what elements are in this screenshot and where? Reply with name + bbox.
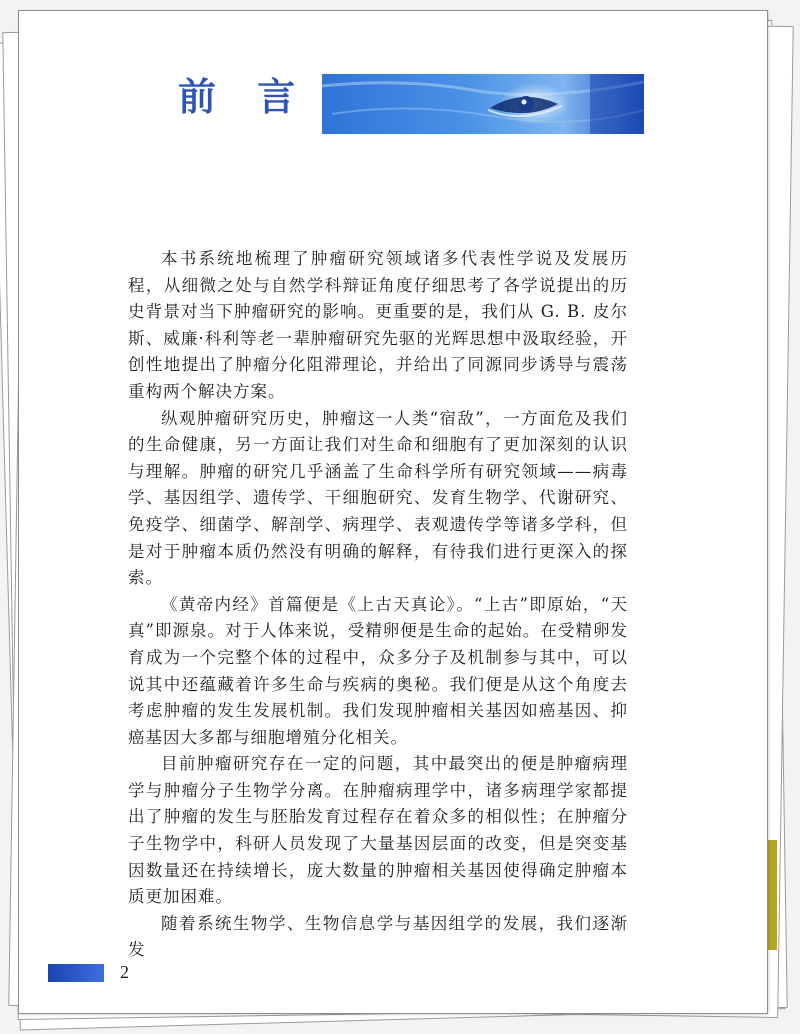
preface-body [128, 246, 628, 964]
paragraph-5: 随着系统生物学、生物信息学与基因组学的发展，我们逐渐发 [128, 913, 628, 960]
eye-photo-banner [322, 74, 644, 134]
footer-accent-bar [48, 964, 104, 982]
paragraph-2: 纵观肿瘤研究历史，肿瘤这一人类“宿敌”，一方面危及我们的生命健康，另一方面让我们对生命和细胞有了更加深刻的认识与理解。肿瘤的研究几乎涵盖了生命科学所有研究领域——病毒学、基因组学、遗传学、干细胞研究、发育生物学、代谢研究、免疫学、细菌学、解剖学、病理学、表观遗传学等诸多学科，但是对于肿瘤本质仍然没有明确的解释，有待我们进行更深入的探索。 [128, 408, 628, 588]
paragraph-4: 目前肿瘤研究存在一定的问题，其中最突出的便是肿瘤病理学与肿瘤分子生物学分离。在肿瘤病理学中，诸多病理学家都提出了肿瘤的发生与胚胎发育过程存在着众多的相似性；在肿瘤分子生物学中，科研人员发现了大量基因层面的改变，但是突变基因数量还在持续增长，庞大数量的肿瘤相关基因使得确定肿瘤本质更加困难。 [128, 754, 628, 907]
paragraph-1: 本书系统地梳理了肿瘤研究领域诸多代表性学说及发展历程，从细微之处与自然学科辩证角度仔细思考了各学说提出的历史背景对当下肿瘤研究的影响。更重要的是，我们从 G. B. 皮尔斯、威廉·科利等老一辈肿瘤研究先驱的光辉思想中汲取经验，开创性地提出了肿瘤分化阻滞理论，并给出了同源同步诱导与震荡重构两个解决方案。 [128, 249, 628, 401]
page-number: 2 [120, 962, 129, 982]
paragraph-3: 《黄帝内经》首篇便是《上古天真论》。“上古”即原始，“天真”即源泉。对于人体来说，受精卵便是生命的起始。在受精卵发育成为一个完整个体的过程中，众多分子及机制参与其中，可以说其中还蕴藏着许多生命与疾病的奥秘。我们便是从这个角度去考虑肿瘤的发生发展机制。我们发现肿瘤相关基因如癌基因、抑癌基因大多都与细胞增殖分化相关。 [128, 594, 628, 747]
page-title: 前 言 [178, 74, 310, 119]
book-spine-olive-edge [768, 840, 777, 950]
